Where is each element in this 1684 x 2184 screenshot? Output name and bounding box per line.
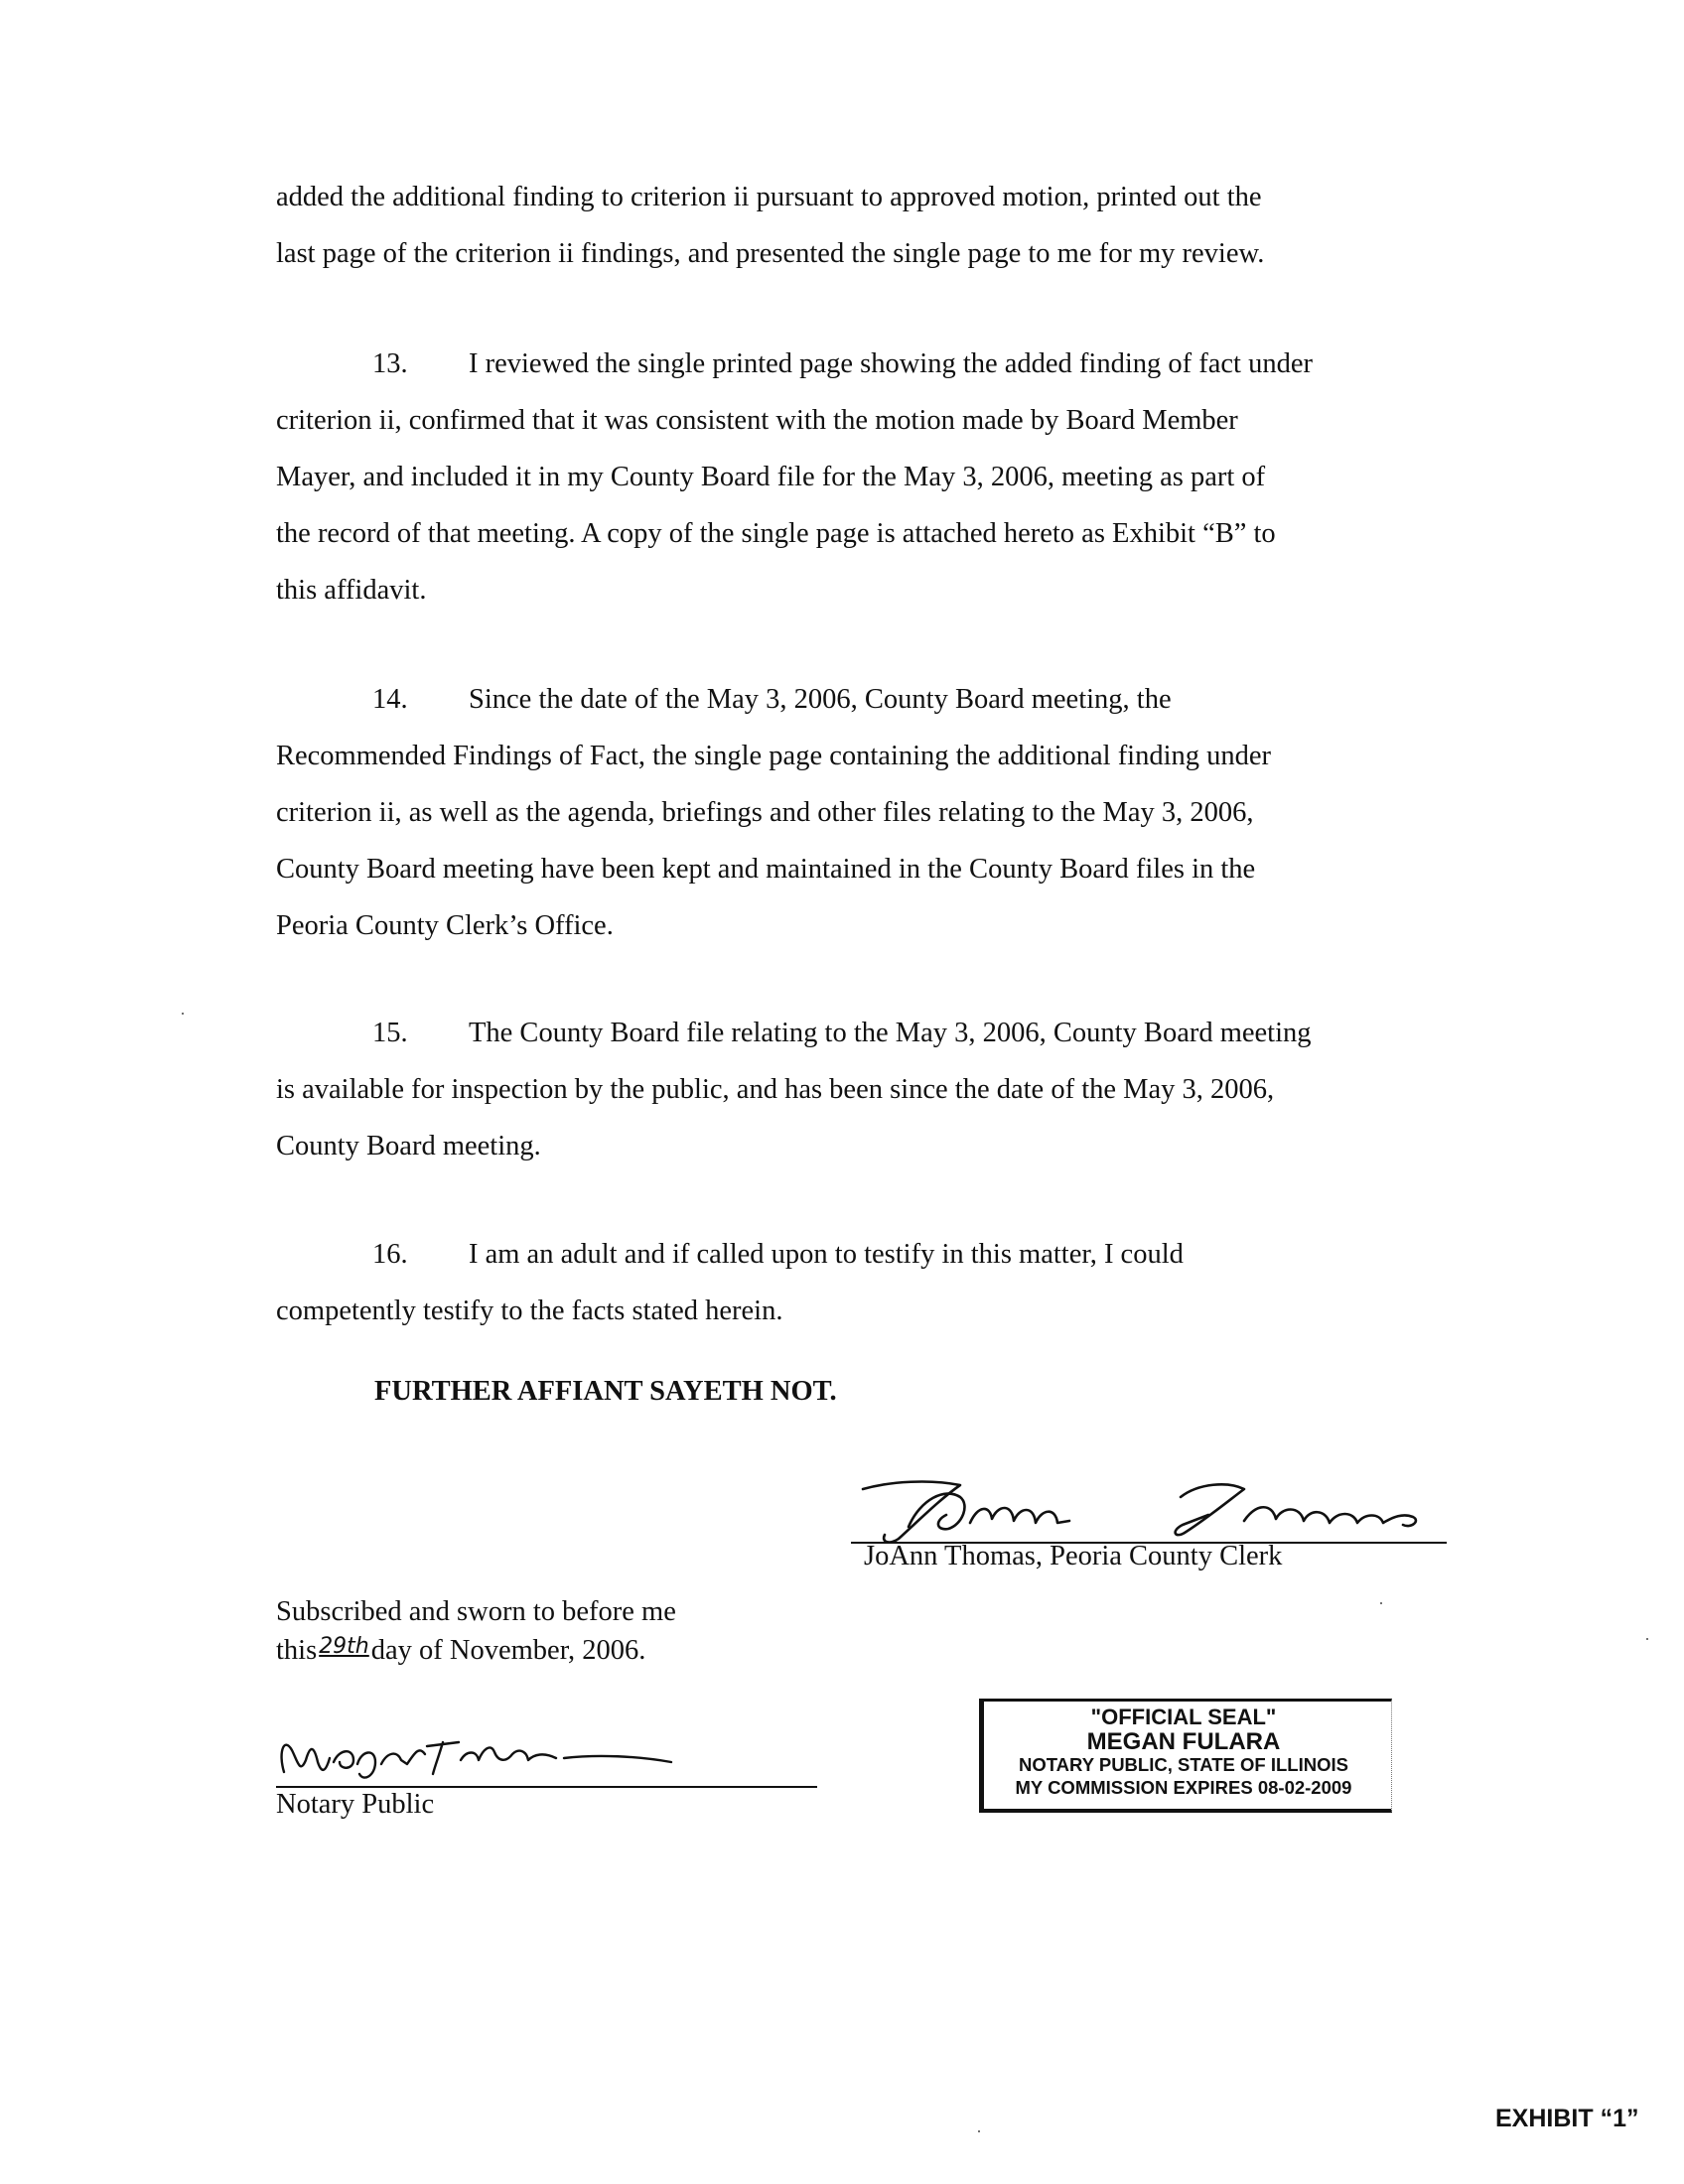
seal-name: MEGAN FULARA [1086,1728,1281,1755]
intro-line: last page of the criterion ii findings, and presented the single page to me for my review. [276,238,1265,269]
paragraph-line: Mayer, and included it in my County Board file for the May 3, 2006, meeting as part of [276,462,1266,492]
official-seal-stamp [971,1691,1396,1814]
subscription-suffix: day of November, 2006. [370,1635,646,1666]
paragraph-line: competently testify to the facts stated herein. [276,1296,783,1326]
seal-state: NOTARY PUBLIC, STATE OF ILLINOIS [1019,1754,1348,1775]
paragraph-16 [276,1226,1468,1339]
paragraph-line: County Board meeting. [276,1131,541,1161]
paragraph-first-line: I reviewed the single printed page showing the added finding of fact under [469,348,1313,379]
paragraph-15 [276,1005,1468,1174]
notary-signature-line [276,1786,817,1788]
paragraph-line: Recommended Findings of Fact, the single page containing the additional finding under [276,741,1272,771]
paragraph-14 [276,671,1468,954]
affiant-name-title: JoAnn Thomas, Peoria County Clerk [864,1541,1283,1571]
intro-paragraph [276,169,1468,282]
paragraph-first-line: The County Board file relating to the May 3, 2006, County Board meeting [469,1018,1312,1048]
paragraph-number: 16. [372,1239,408,1270]
paragraph-first-line: Since the date of the May 3, 2006, County Board meeting, the [469,684,1172,715]
notary-label: Notary Public [276,1789,435,1820]
paragraph-line: County Board meeting have been kept and maintained in the County Board files in the [276,854,1256,885]
seal-commission: MY COMMISSION EXPIRES 08-02-2009 [1015,1777,1352,1798]
paragraph-line: Peoria County Clerk’s Office. [276,910,614,941]
scan-speck [978,2130,980,2132]
paragraph-13 [276,336,1468,618]
paragraph-number: 15. [372,1018,408,1048]
affiant-signature [851,1469,1447,1549]
paragraph-line: criterion ii, confirmed that it was consistent with the motion made by Board Member [276,405,1238,436]
paragraph-line: this affidavit. [276,575,427,606]
seal-title: "OFFICIAL SEAL" [1090,1705,1277,1729]
scan-speck [182,1013,184,1015]
subscription-line-1: Subscribed and sworn to before me [276,1596,676,1627]
handwritten-day: 29th [319,1634,369,1659]
paragraph-line: criterion ii, as well as the agenda, briefings and other files relating to the May 3, 2006, [276,797,1254,828]
intro-line: added the additional finding to criterion ii pursuant to approved motion, printed out the [276,182,1262,212]
closing-statement: FURTHER AFFIANT SAYETH NOT. [374,1376,837,1407]
paragraph-line: is available for inspection by the public, and has been since the date of the May 3, 2006, [276,1074,1275,1105]
scan-speck [1380,1602,1382,1604]
paragraph-number: 13. [372,348,408,379]
paragraph-number: 14. [372,684,408,715]
notary-signature [270,1703,687,1792]
paragraph-first-line: I am an adult and if called upon to testify in this matter, I could [469,1239,1184,1270]
exhibit-label: EXHIBIT “1” [1495,2105,1639,2132]
subscription-prefix: this [276,1635,318,1666]
scan-speck [1646,1638,1648,1640]
subscription-line-2 [276,1635,645,1667]
paragraph-line: the record of that meeting. A copy of the single page is attached hereto as Exhibit “B” to [276,518,1276,549]
